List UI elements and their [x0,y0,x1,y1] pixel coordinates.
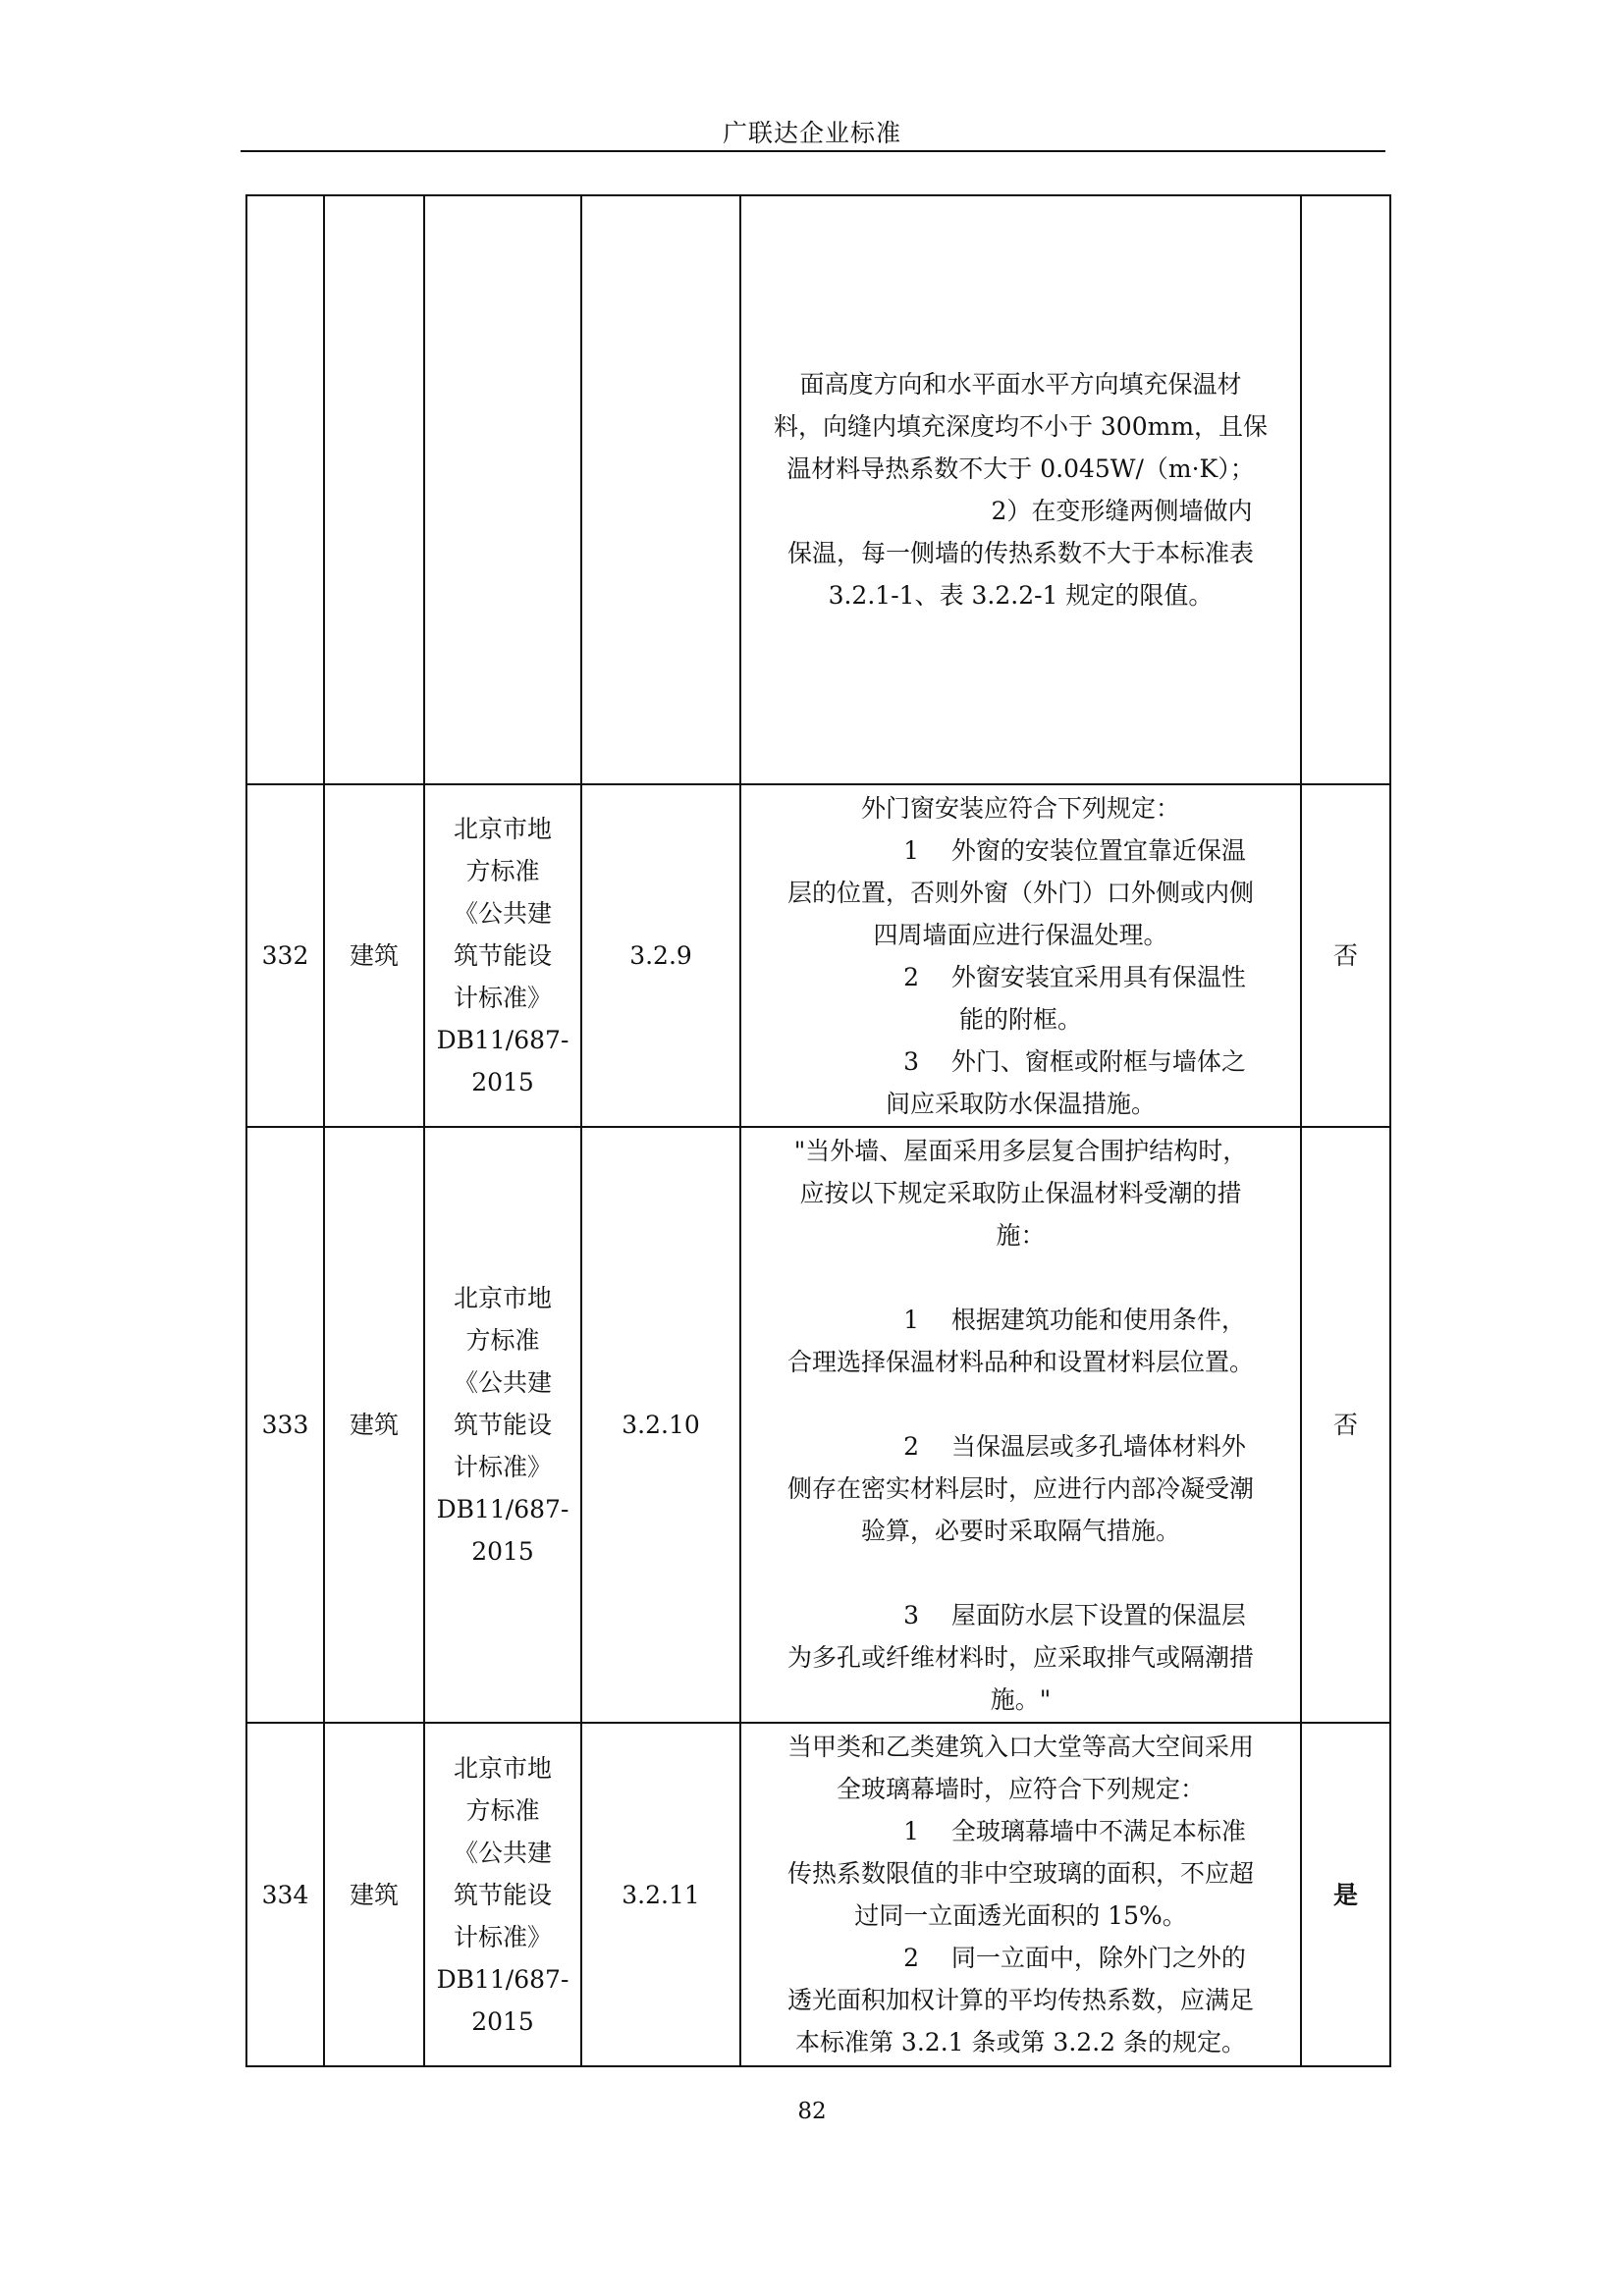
standard-line: 《公共建 [453,1368,552,1397]
requirement-line: 3.2.1-1、表 3.2.2-1 规定的限值。 [828,581,1214,610]
requirement-line: 1 外窗的安装位置宜靠近保温 [903,835,1246,865]
requirement-line: 2 同一立面中，除外门之外的 [903,1944,1246,1972]
requirement-line: 为多孔或纤维材料时，应采取排气或隔潮措 [786,1642,1254,1672]
requirement-line: 3 屋面防水层下设置的保温层 [903,1600,1246,1629]
requirement-cell [740,1723,1301,2066]
requirement-line: 能的附框。 [958,1004,1082,1034]
requirement-line: 2 当保温层或多孔墙体材料外 [903,1431,1246,1461]
requirement-line: 层的位置，否则外窗（外门）口外侧或内侧 [786,878,1254,907]
result-cell: 否 [1301,784,1390,1127]
requirement-line: 四周墙面应进行保温处理。 [873,920,1168,949]
requirement-line: 施： [996,1220,1046,1250]
standard-line: 2015 [471,1537,534,1566]
standard-line: DB11/687- [436,1026,569,1054]
standard-line: DB11/687- [436,1964,569,1994]
clause-cell: 3.2.9 [581,784,740,1127]
standard-line: 筑节能设 [453,1880,552,1909]
table-row [246,1723,1390,2066]
requirement-line: 传热系数限值的非中空玻璃的面积，不应超 [786,1859,1254,1888]
table-row [246,1127,1390,1723]
result-cell: 否 [1301,1127,1390,1723]
clause-cell: 3.2.11 [581,1723,740,2066]
requirement-line: 2 外窗安装宜采用具有保温性 [903,962,1246,991]
standard-line: 筑节能设 [453,1411,552,1439]
requirement-line: 1 根据建筑功能和使用条件， [903,1305,1246,1334]
header-rule [241,150,1385,152]
requirement-line: 温材料导热系数不大于 0.045W/（m·K）； [786,454,1255,483]
requirement-line: 本标准第 3.2.1 条或第 3.2.2 条的规定。 [794,2028,1246,2056]
requirement-line: 施。" [990,1684,1052,1714]
category-cell: 建筑 [324,1723,424,2066]
blank-line [741,1256,1300,1299]
blank-line [741,1552,1300,1594]
clause-cell [581,195,740,784]
result-cell [1301,195,1390,784]
category-cell: 建筑 [324,784,424,1127]
standard-line: 《公共建 [453,899,552,928]
standard-line: 北京市地 [453,1753,552,1783]
requirement-line: 验算，必要时采取隔气措施。 [860,1516,1180,1545]
standard-line: 方标准 [465,857,540,885]
requirement-line: "当外墙、屋面采用多层复合围护结构时， [793,1136,1248,1165]
requirement-line: 合理选择保温材料品种和设置材料层位置。 [786,1347,1254,1376]
standard-cell [424,1723,581,2066]
blank-line [741,1383,1300,1425]
requirement-line: 3 外门、窗框或附框与墙体之 [903,1046,1246,1076]
requirement-line: 侧存在密实材料层时，应进行内部冷凝受潮 [786,1473,1254,1503]
standard-line: 计标准》 [453,1922,552,1951]
standards-table [245,194,1391,2067]
page-header-title: 广联达企业标准 [722,119,901,147]
standard-line: 方标准 [465,1326,540,1355]
requirement-cell [740,784,1301,1127]
category-cell: 建筑 [324,1127,424,1723]
requirement-cell [740,1127,1301,1723]
requirement-line: 间应采取防水保温措施。 [885,1089,1156,1118]
standard-cell [424,1127,581,1723]
standard-line: 筑节能设 [453,941,552,970]
requirement-line: 面高度方向和水平面水平方向填充保温材 [799,370,1242,399]
number-cell: 332 [246,784,324,1127]
table-row [246,784,1390,1127]
requirement-line: 料，向缝内填充深度均不小于 300mm，且保 [773,412,1269,441]
category-cell [324,195,424,784]
requirement-line: 过同一立面透光面积的 15%。 [854,1901,1187,1930]
requirement-cell [740,195,1301,784]
requirement-line: 2）在变形缝两侧墙做内 [991,497,1253,525]
standard-line: DB11/687- [436,1495,569,1523]
number-cell: 333 [246,1127,324,1723]
standard-line: 2015 [471,1068,534,1096]
clause-cell: 3.2.10 [581,1127,740,1723]
number-cell: 334 [246,1723,324,2066]
number-cell [246,195,324,784]
requirement-line: 全玻璃幕墙时，应符合下列规定： [836,1775,1205,1803]
requirement-line: 透光面积加权计算的平均传热系数，应满足 [786,1986,1254,2014]
table-row-continuation [246,195,1390,784]
standard-line: 《公共建 [453,1838,552,1867]
requirement-line: 1 全玻璃幕墙中不满足本标准 [903,1817,1246,1845]
standard-line: 2015 [471,2006,534,2036]
standard-line: 计标准》 [453,1453,552,1481]
standard-cell [424,195,581,784]
standard-cell [424,784,581,1127]
standard-line: 计标准》 [453,984,552,1012]
requirement-line: 外门窗安装应符合下列规定： [860,793,1180,823]
requirement-line: 当甲类和乙类建筑入口大堂等高大空间采用 [786,1733,1254,1761]
requirement-line: 保温，每一侧墙的传热系数不大于本标准表 [786,539,1254,567]
page-number: 82 [797,2099,827,2124]
standard-line: 方标准 [465,1795,540,1825]
standard-line: 北京市地 [453,1284,552,1312]
result-cell: 是 [1301,1723,1390,2066]
requirement-line: 应按以下规定采取防止保温材料受潮的措 [799,1178,1242,1207]
standard-line: 北京市地 [453,815,552,843]
